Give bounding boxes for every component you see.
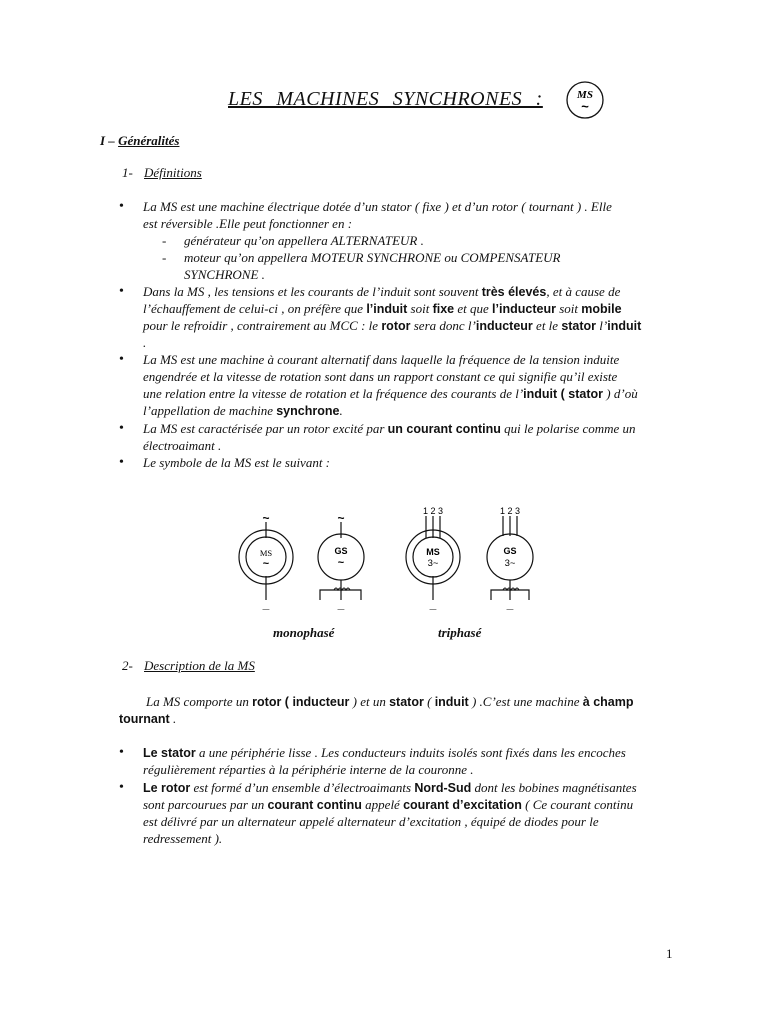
emphasis: très élevés	[481, 285, 547, 299]
bullet-text: La MS est une machine électrique dotée d’un stator ( fixe ) et d’un rotor ( tournant ) . Elle	[143, 199, 612, 214]
terminal-tilde: ~	[337, 511, 345, 525]
bullet-text: Dans la MS , les tensions et les courants de l’induit sont souvent	[143, 284, 479, 299]
dash-text: moteur qu’on appellera MOTEUR SYNCHRONE ou COMPENSATEUR	[184, 250, 561, 265]
bullet-text: appelé	[361, 797, 404, 812]
bullet-text: l’échauffement de celui-ci , on préfère que	[143, 301, 364, 316]
bullet-icon: •	[119, 421, 124, 436]
emphasis: l’induit	[366, 302, 408, 316]
emphasis: fixe	[432, 302, 455, 316]
page-number: 1	[666, 946, 673, 961]
emphasis: rotor	[381, 319, 411, 333]
bullet-icon: •	[119, 284, 124, 299]
emphasis: Nord-Sud	[414, 781, 472, 795]
bullet-text: soit	[407, 301, 433, 316]
emphasis: Le rotor	[143, 781, 191, 795]
bullet-icon: •	[119, 745, 124, 760]
ms-symbol-icon	[565, 80, 605, 120]
emphasis: stator	[561, 319, 597, 333]
bullet-text: régulièrement réparties à la périphérie interne de la couronne .	[143, 762, 474, 777]
para-text: .	[169, 711, 177, 726]
bullet-text: est formé d’un ensemble d’électroaimants	[190, 780, 415, 795]
bullet-text: soit	[555, 301, 582, 316]
machine-symbol: ~	[337, 557, 345, 569]
machine-symbol: ~	[262, 558, 270, 570]
bullet-text: est réversible .Elle peut fonctionner en :	[143, 216, 353, 231]
emphasis: courant d’excitation	[403, 798, 522, 812]
bullet-text: , et à cause de	[546, 284, 621, 299]
bullet-text: l’	[596, 318, 608, 333]
page-title: LES MACHINES SYNCHRONES :	[228, 88, 543, 110]
terminal-minus: _	[506, 597, 514, 611]
subsection-label: Définitions	[144, 165, 202, 180]
bullet-text: une relation entre la vitesse de rotation et la fréquence des courants de l’	[143, 386, 524, 401]
para-text: ) .C’est une machine	[468, 694, 583, 709]
machine-label: MS	[426, 547, 440, 557]
dash-marker: -	[162, 233, 167, 248]
subsection-number: 2-	[122, 658, 133, 673]
bullet-text: Le symbole de la MS est le suivant :	[143, 455, 331, 470]
bullet-text: dont les bobines magnétisantes	[471, 780, 637, 795]
para-text: La MS comporte un	[146, 694, 253, 709]
machine-symbol: 3~	[427, 558, 439, 569]
emphasis: inducteur	[475, 319, 533, 333]
bullet-text: et le	[532, 318, 562, 333]
subsection-heading-description	[122, 658, 255, 674]
emphasis: un courant continu	[387, 422, 501, 436]
bullet-text: ) d’où	[603, 386, 638, 401]
machine-label: GS	[334, 546, 348, 556]
emphasis: induit ( stator	[523, 387, 604, 401]
emphasis: induit	[607, 319, 642, 333]
bullet-text: ( Ce courant continu	[521, 797, 634, 812]
dash-marker: -	[162, 250, 167, 265]
emphasis: synchrone	[276, 404, 340, 418]
subsection-label: Description de la MS	[144, 658, 255, 673]
machine-label: MS	[259, 548, 273, 558]
ms-logo-tilde: ~	[581, 99, 589, 114]
bullet-text: engendrée et la vitesse de rotation sont dans un rapport constant ce qui signifie qu’il existe	[143, 369, 618, 384]
ms-symbols-diagram	[226, 500, 546, 618]
bullet-text: La MS est une machine à courant alternatif dans laquelle la fréquence de la tension induite	[143, 352, 620, 367]
terminal-minus: _	[429, 597, 437, 611]
bullet-text: sont parcourues par un	[143, 797, 268, 812]
emphasis: l’inducteur	[492, 302, 556, 316]
para-text: ) et un	[349, 694, 390, 709]
emphasis: tournant	[119, 712, 170, 726]
caption-monophase: monophasé	[273, 625, 335, 640]
bullet-text: et que	[454, 301, 493, 316]
bullet-text: redressement ).	[143, 831, 223, 846]
emphasis: rotor ( inducteur	[252, 695, 350, 709]
dash-text: SYNCHRONE .	[184, 267, 265, 282]
emphasis: Le stator	[143, 746, 196, 760]
bullet-text: La MS est caractérisée par un rotor excité par	[143, 421, 385, 436]
emphasis: à champ	[582, 695, 634, 709]
bullet-text: a une périphérie lisse . Les conducteurs induits isolés sont fixés dans les encoches	[195, 745, 626, 760]
subsection-number: 1-	[122, 165, 133, 180]
emphasis: courant continu	[267, 798, 362, 812]
bullet-icon: •	[119, 780, 124, 795]
section-number: I –	[100, 133, 115, 148]
bullet-icon: •	[119, 199, 124, 214]
section-heading	[100, 133, 179, 149]
bullet-text: est délivré par un alternateur appelé alternateur d’excitation , équipé de diodes pour le	[143, 814, 599, 829]
bullet-text: .	[143, 335, 147, 350]
ms-logo-label: MS	[577, 89, 593, 101]
bullet-icon: •	[119, 352, 124, 367]
machine-label: GS	[503, 546, 517, 556]
bullet-icon: •	[119, 455, 124, 470]
bullet-text: l’appellation de machine	[143, 403, 273, 418]
phase-labels: 1 2 3	[422, 506, 444, 516]
emphasis: stator	[389, 695, 424, 709]
emphasis: induit	[434, 695, 469, 709]
subsection-heading-definitions	[122, 165, 202, 181]
terminal-minus: _	[262, 597, 270, 611]
bullet-text: .	[339, 403, 343, 418]
caption-triphase: triphasé	[438, 625, 482, 640]
bullet-text: qui le polarise comme un	[500, 421, 636, 436]
dash-text: générateur qu’on appellera ALTERNATEUR .	[184, 233, 424, 248]
bullet-text: pour le refroidir , contrairement au MCC : le	[143, 318, 379, 333]
description-paragraph-cont	[119, 710, 176, 727]
bullet-text: électroaimant .	[143, 438, 222, 453]
terminal-minus: _	[337, 597, 345, 611]
machine-symbol: 3~	[504, 558, 516, 569]
terminal-tilde: ~	[262, 511, 270, 525]
section-label: Généralités	[118, 133, 180, 148]
description-paragraph	[146, 693, 686, 710]
para-text: (	[423, 694, 435, 709]
phase-labels: 1 2 3	[499, 506, 521, 516]
emphasis: mobile	[581, 302, 622, 316]
bullet-text: sera donc l’	[410, 318, 476, 333]
